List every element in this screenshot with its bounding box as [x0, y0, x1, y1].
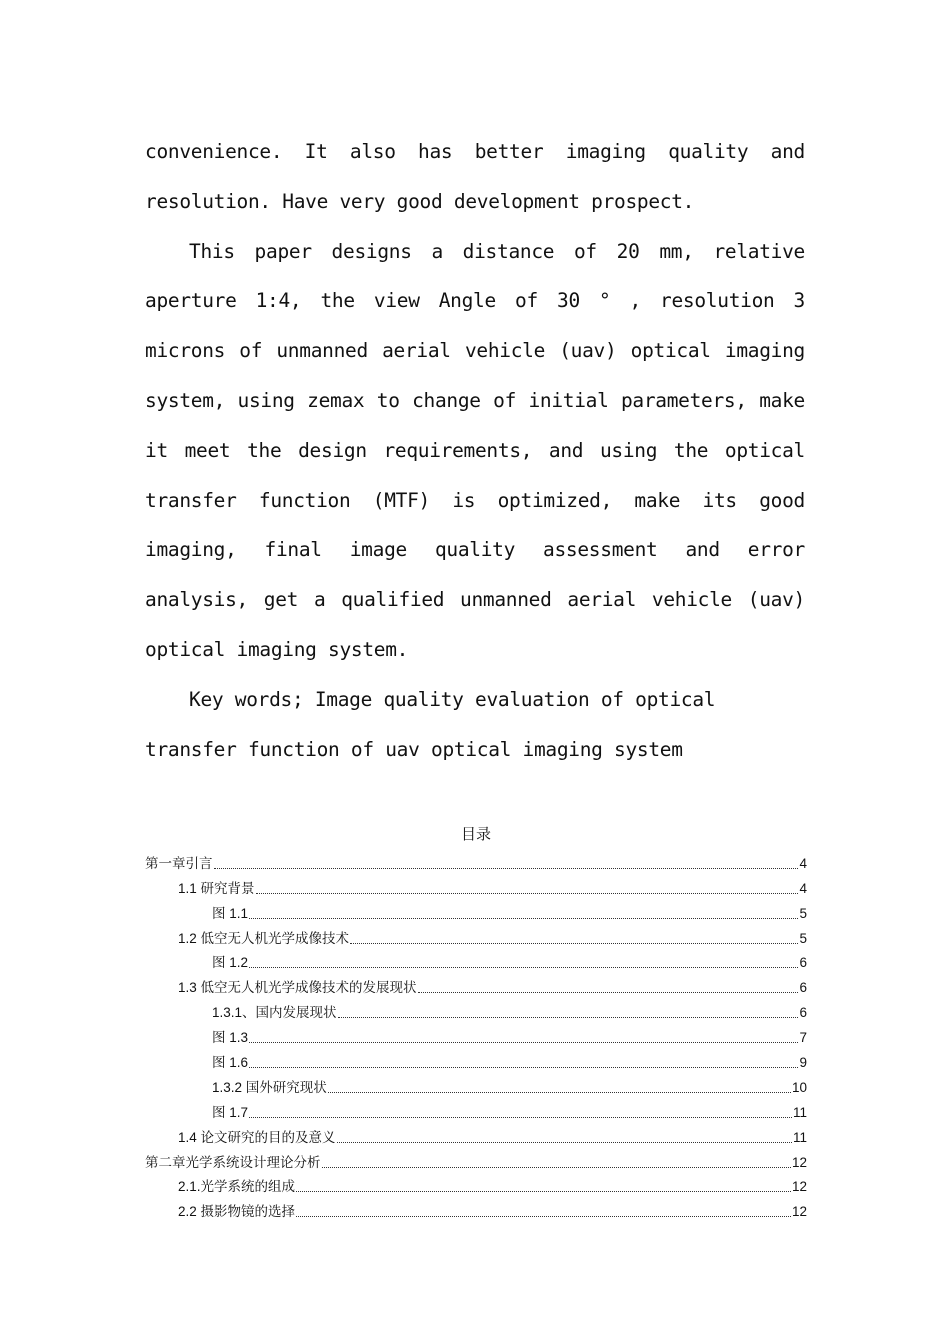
toc-entry-page: 5 — [799, 905, 807, 921]
abstract-paragraph-main: This paper designs a distance of 20 mm, relative aperture 1:4, the view Angle of 30 ° , resolution 3 microns of unmanned aerial vehicle (uav) optical imaging system, using zemax to change of initial parameters, make it meet the design requirements, and using the optical transfer function (MTF) is optimized, make its good imaging, final image quality assessment and error analysis, get a qualified unmanned aerial vehicle (uav) optical imaging system. — [145, 239, 805, 661]
toc-leader-dots — [296, 1216, 791, 1217]
toc-entry[interactable] — [145, 948, 807, 973]
toc-entry-label: 图 1.6 — [212, 1055, 249, 1071]
toc-entry[interactable] — [145, 1097, 807, 1122]
toc-leader-dots — [328, 1092, 791, 1093]
toc-entry[interactable] — [145, 972, 807, 997]
toc-entry[interactable] — [145, 873, 807, 898]
toc-entry-page: 6 — [799, 1005, 807, 1021]
toc-entry[interactable] — [145, 923, 807, 948]
toc-entry-label: 1.3 低空无人机光学成像技术的发展现状 — [178, 980, 417, 996]
toc-entry-label: 图 1.3 — [212, 1030, 249, 1046]
toc-entry-page: 12 — [791, 1154, 807, 1170]
toc-entry-label: 1.1 研究背景 — [178, 880, 255, 896]
toc-entry[interactable] — [145, 1172, 807, 1197]
toc-entry-page: 7 — [799, 1030, 807, 1046]
toc-leader-dots — [338, 1017, 799, 1018]
toc-entry[interactable] — [145, 1022, 807, 1047]
toc-entry-label: 图 1.2 — [212, 955, 249, 971]
abstract-keywords: Key words; Image quality evaluation of optical transfer function of uav optical imaging system — [145, 687, 716, 761]
toc-leader-dots — [249, 1042, 798, 1043]
toc-leader-dots — [249, 1117, 792, 1118]
toc-entry-label: 图 1.1 — [212, 905, 249, 921]
toc-entry-page: 6 — [799, 955, 807, 971]
toc-entry[interactable] — [145, 848, 807, 873]
toc-entry-page: 4 — [799, 880, 807, 896]
toc-entry-page: 11 — [792, 1104, 807, 1120]
toc-leader-dots — [214, 868, 799, 869]
toc-title: 目录 — [460, 826, 491, 843]
toc-entry-label: 2.1.光学系统的组成 — [178, 1179, 296, 1195]
toc-entry-label: 2.2 摄影物镜的选择 — [178, 1204, 296, 1220]
toc-entry-page: 12 — [791, 1179, 807, 1195]
toc-entry-page: 6 — [799, 980, 807, 996]
toc-entry-page: 11 — [792, 1129, 807, 1145]
table-of-contents — [145, 822, 807, 1221]
toc-leader-dots — [418, 992, 799, 993]
toc-entry[interactable] — [145, 997, 807, 1022]
toc-entry[interactable] — [145, 1147, 807, 1172]
toc-entry-page: 4 — [799, 855, 807, 871]
toc-entry-label: 1.2 低空无人机光学成像技术 — [178, 930, 350, 946]
toc-entry-label: 第二章光学系统设计理论分析 — [145, 1154, 321, 1170]
toc-entry[interactable] — [145, 1047, 807, 1072]
abstract-paragraph-continuation: convenience. It also has better imaging quality and resolution. Have very good development prospect. — [145, 140, 805, 213]
toc-entry-page: 12 — [791, 1204, 807, 1220]
toc-entry-label: 1.3.1、国内发展现状 — [212, 1005, 337, 1021]
toc-entry[interactable] — [145, 1122, 807, 1147]
toc-entry-page: 10 — [791, 1079, 807, 1095]
toc-leader-dots — [249, 1067, 798, 1068]
toc-entry-page: 5 — [799, 930, 807, 946]
toc-leader-dots — [249, 918, 798, 919]
toc-entry-label: 图 1.7 — [212, 1104, 249, 1120]
toc-leader-dots — [350, 943, 798, 944]
toc-leader-dots — [322, 1167, 791, 1168]
toc-entry[interactable] — [145, 898, 807, 923]
toc-leader-dots — [296, 1191, 791, 1192]
toc-leader-dots — [249, 967, 798, 968]
toc-entry[interactable] — [145, 1072, 807, 1097]
toc-entry[interactable] — [145, 1196, 807, 1221]
toc-leader-dots — [256, 893, 799, 894]
toc-entry-page: 9 — [799, 1055, 807, 1071]
toc-entry-label: 1.4 论文研究的目的及意义 — [178, 1129, 336, 1145]
toc-entry-label: 1.3.2 国外研究现状 — [212, 1079, 327, 1095]
toc-leader-dots — [337, 1142, 792, 1143]
abstract-section — [145, 127, 805, 774]
toc-entry-label: 第一章引言 — [145, 855, 213, 871]
